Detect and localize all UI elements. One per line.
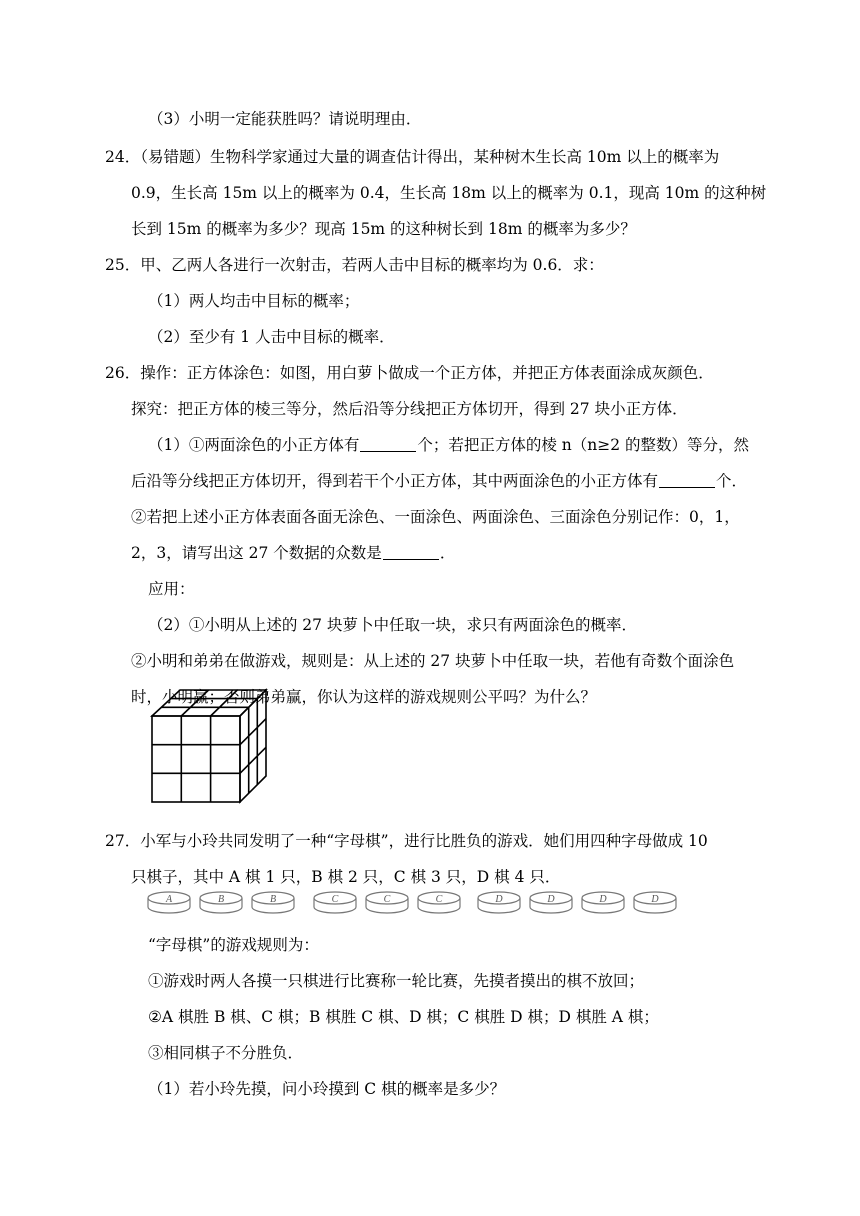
q27-rule3: ③相同棋子不分胜负． bbox=[148, 1044, 304, 1062]
piece-letter: D bbox=[547, 894, 555, 905]
piece-letter: A bbox=[165, 894, 173, 905]
answer-blank[interactable] bbox=[383, 543, 439, 560]
q24-line2: 0.9，生长高 15m 以上的概率为 0.4，生长高 18m 以上的概率为 0.1，现高 10m 的这种树 bbox=[131, 184, 767, 202]
piece-d bbox=[634, 892, 676, 913]
q23-part3: （3）小明一定能获胜吗？请说明理由． bbox=[148, 110, 422, 128]
q26-part1-line2: 后沿等分线把正方体切开，得到若干个小正方体，其中两面涂色的小正方体有 个． bbox=[131, 472, 748, 490]
piece-letter: D bbox=[651, 894, 659, 905]
q25-part1: （1）两人均击中目标的概率； bbox=[148, 292, 360, 310]
piece-letter: C bbox=[331, 894, 339, 905]
piece-letter: C bbox=[435, 894, 443, 905]
q27-rule1: ①游戏时两人各摸一只棋进行比赛称一轮比赛，先摸者摸出的棋不放回； bbox=[148, 972, 645, 990]
q25-part2: （2）至少有 1 人击中目标的概率． bbox=[148, 328, 395, 346]
piece-c bbox=[418, 892, 460, 913]
cube-figure bbox=[148, 688, 270, 806]
answer-blank[interactable] bbox=[360, 435, 416, 452]
letter-pieces bbox=[146, 887, 659, 919]
piece-d bbox=[530, 892, 572, 913]
q27-line1: 27．小军与小玲共同发明了一种“字母棋”，进行比胜负的游戏．她们用四种字母做成 10 bbox=[105, 832, 708, 850]
piece-c bbox=[314, 892, 356, 913]
piece-letter: D bbox=[495, 894, 503, 905]
piece-a bbox=[148, 892, 190, 913]
piece-b bbox=[252, 892, 294, 913]
q26-part1-line4: 2，3，请写出这 27 个数据的众数是 ． bbox=[131, 544, 456, 562]
piece-d bbox=[582, 892, 624, 913]
q27-rules-title: “字母棋”的游戏规则为： bbox=[148, 936, 319, 954]
q27-rule2: ②A 棋胜 B 棋、C 棋；B 棋胜 C 棋、D 棋；C 棋胜 D 棋；D 棋胜 A 棋； bbox=[148, 1008, 659, 1026]
q26-part1-line3: ②若把上述小正方体表面各面无涂色、一面涂色、两面涂色、三面涂色分别记作：0，1， bbox=[131, 508, 740, 526]
q27-line2: 只棋子，其中 A 棋 1 只，B 棋 2 只，C 棋 3 只，D 棋 4 只． bbox=[131, 868, 561, 886]
q24-line1: 24．（易错题）生物科学家通过大量的调查估计得出，某种树木生长高 10m 以上的概率为 bbox=[105, 148, 720, 166]
q26-explore: 探究：把正方体的棱三等分，然后沿等分线把正方体切开，得到 27 块小正方体． bbox=[131, 400, 688, 418]
q27-part1: （1）若小玲先摸，问小玲摸到 C 棋的概率是多少？ bbox=[148, 1080, 506, 1098]
piece-c bbox=[366, 892, 408, 913]
q26-part1-line1: （1）①两面涂色的小正方体有 个；若把正方体的棱 n（n≥2 的整数）等分，然 bbox=[148, 436, 750, 454]
answer-blank[interactable] bbox=[659, 471, 715, 488]
q26-stem: 26．操作：正方体涂色：如图，用白萝卜做成一个正方体，并把正方体表面涂成灰颜色． bbox=[105, 364, 714, 382]
q26-part2-line3: 时，小明赢；否则弟弟赢，你认为这样的游戏规则公平吗？为什么？ bbox=[131, 688, 597, 706]
q24-line3: 长到 15m 的概率为多少？现高 15m 的这种树长到 18m 的概率为多少？ bbox=[131, 220, 636, 238]
piece-letter: D bbox=[599, 894, 607, 905]
q26-apply: 应用： bbox=[148, 580, 195, 598]
piece-d bbox=[478, 892, 520, 913]
q26-part2-line2: ②小明和弟弟在做游戏，规则是：从上述的 27 块萝卜中任取一块，若他有奇数个面涂色 bbox=[131, 652, 735, 670]
piece-letter: B bbox=[217, 894, 225, 905]
q25-stem: 25．甲、乙两人各进行一次射击，若两人击中目标的概率均为 0.6．求： bbox=[105, 256, 604, 274]
piece-letter: C bbox=[383, 894, 391, 905]
piece-letter: B bbox=[269, 894, 277, 905]
piece-b bbox=[200, 892, 242, 913]
q26-part2-line1: （2）①小明从上述的 27 块萝卜中任取一块，求只有两面涂色的概率． bbox=[148, 616, 637, 634]
